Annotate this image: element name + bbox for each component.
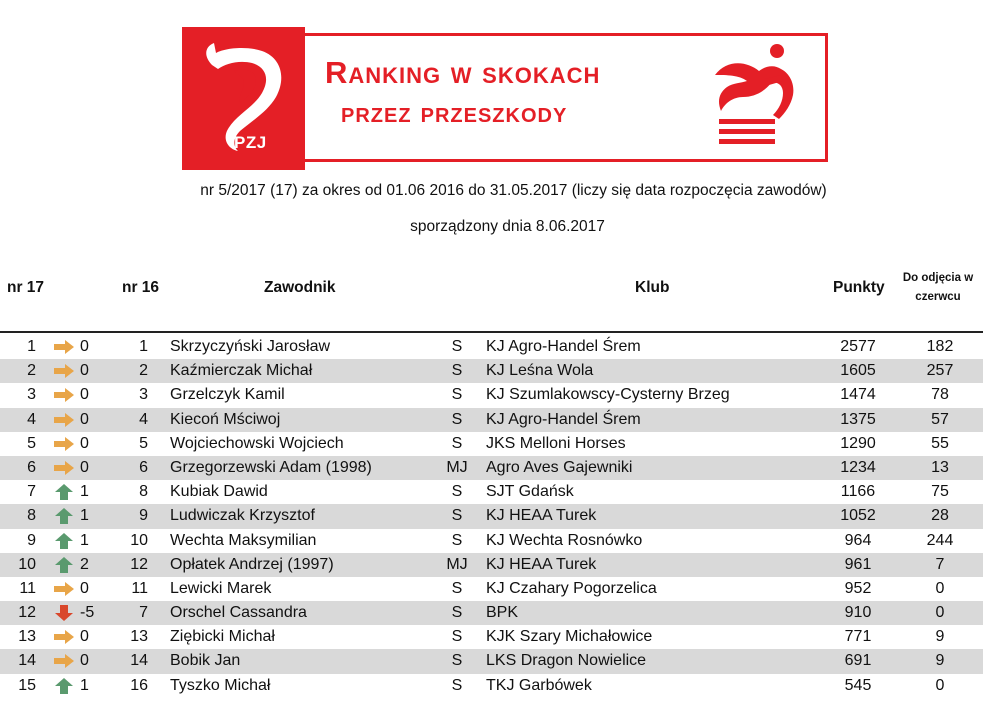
arrow-up-icon xyxy=(53,484,75,500)
table-row xyxy=(0,432,983,456)
arrow-right-icon xyxy=(53,629,75,645)
arrow-right-icon xyxy=(53,412,75,428)
change-cell: -5 xyxy=(80,604,95,622)
club-cell: KJ Leśna Wola xyxy=(486,362,594,380)
category-cell: MJ xyxy=(446,458,468,476)
club-cell: KJ HEAA Turek xyxy=(486,507,597,525)
arrow-right-icon xyxy=(53,387,75,403)
points-cell: 1474 xyxy=(840,386,876,404)
drop-cell: 182 xyxy=(926,338,954,355)
prev-rank-cell: 8 xyxy=(139,483,148,501)
header-points: Punkty xyxy=(833,279,885,296)
table-row xyxy=(0,601,983,625)
rider-name-cell: Orschel Cassandra xyxy=(170,604,307,622)
change-cell: 2 xyxy=(80,555,89,573)
rider-name-cell: Grzelczyk Kamil xyxy=(170,386,285,404)
points-cell: 1234 xyxy=(840,458,876,476)
ranking-table xyxy=(0,335,983,698)
points-cell: 1605 xyxy=(840,362,876,380)
prev-rank-cell: 4 xyxy=(139,410,148,428)
drop-cell: 244 xyxy=(926,531,954,549)
rank-cell: 12 xyxy=(18,604,36,622)
table-row xyxy=(0,529,983,553)
banner-title-line1: Ranking w skokach xyxy=(325,55,601,90)
rank-cell: 1 xyxy=(27,338,36,355)
club-cell: KJ Agro-Handel Śrem xyxy=(486,410,641,428)
table-row xyxy=(0,504,983,528)
club-cell: Agro Aves Gajewniki xyxy=(486,458,633,476)
club-cell: KJ Czahary Pogorzelica xyxy=(486,579,657,597)
category-cell: S xyxy=(451,386,463,404)
arrow-up-icon xyxy=(53,533,75,549)
rider-name-cell: Kubiak Dawid xyxy=(170,483,268,501)
points-cell: 1375 xyxy=(840,410,876,428)
arrow-right-icon xyxy=(53,460,75,476)
header-drop-line2: czerwcu xyxy=(915,291,961,303)
prev-rank-cell: 6 xyxy=(139,458,148,476)
rank-cell: 6 xyxy=(27,458,36,476)
ranking-period-line: nr 5/2017 (17) za okres od 01.06 2016 do 31.05.2017 (liczy się data rozpoczęcia zawodów) xyxy=(200,182,827,199)
points-cell: 952 xyxy=(844,579,872,597)
rider-name-cell: Wojciechowski Wojciech xyxy=(170,434,344,452)
category-cell: S xyxy=(451,676,463,694)
category-cell: S xyxy=(451,434,463,452)
drop-cell: 9 xyxy=(935,652,945,670)
category-cell: S xyxy=(451,652,463,670)
rank-cell: 15 xyxy=(18,676,36,694)
change-cell: 1 xyxy=(80,483,89,501)
category-cell: S xyxy=(451,507,463,525)
rider-name-cell: Wechta Maksymilian xyxy=(170,531,317,549)
club-cell: KJ Agro-Handel Śrem xyxy=(486,338,641,355)
change-cell: 1 xyxy=(80,676,89,694)
category-cell: S xyxy=(451,628,463,646)
prev-rank-cell: 12 xyxy=(130,555,148,573)
change-cell: 0 xyxy=(80,628,89,646)
club-cell: LKS Dragon Nowielice xyxy=(486,652,647,670)
category-cell: S xyxy=(451,338,463,355)
prev-rank-cell: 5 xyxy=(139,434,148,452)
change-cell: 0 xyxy=(80,434,89,452)
header-divider xyxy=(0,331,983,333)
table-row xyxy=(0,553,983,577)
prev-rank-cell: 14 xyxy=(130,652,148,670)
table-row xyxy=(0,335,983,359)
rider-name-cell: Opłatek Andrzej (1997) xyxy=(170,555,334,573)
change-cell: 0 xyxy=(80,410,89,428)
rank-cell: 9 xyxy=(27,531,36,549)
rider-name-cell: Skrzyczyński Jarosław xyxy=(170,338,331,355)
table-row xyxy=(0,383,983,407)
arrow-right-icon xyxy=(53,581,75,597)
rank-cell: 4 xyxy=(27,410,36,428)
drop-cell: 55 xyxy=(931,434,949,452)
change-cell: 0 xyxy=(80,338,89,355)
drop-cell: 78 xyxy=(931,386,949,404)
table-row xyxy=(0,408,983,432)
prev-rank-cell: 1 xyxy=(139,338,148,355)
header-rider: Zawodnik xyxy=(264,279,336,296)
drop-cell: 7 xyxy=(935,555,945,573)
rider-name-cell: Kiecoń Mściwoj xyxy=(170,410,281,428)
pzj-logo xyxy=(182,27,305,170)
club-cell: KJ Wechta Rosnówko xyxy=(486,531,643,549)
points-cell: 2577 xyxy=(840,338,876,355)
drop-cell: 13 xyxy=(931,458,949,476)
drop-cell: 28 xyxy=(931,507,949,525)
prev-rank-cell: 16 xyxy=(130,676,148,694)
rank-cell: 5 xyxy=(27,434,36,452)
ranking-date-line: sporządzony dnia 8.06.2017 xyxy=(410,218,605,235)
arrow-down-icon xyxy=(53,605,75,621)
drop-cell: 9 xyxy=(935,628,945,646)
points-cell: 964 xyxy=(844,531,872,549)
points-cell: 910 xyxy=(844,604,872,622)
table-row xyxy=(0,359,983,383)
rank-cell: 3 xyxy=(27,386,36,404)
category-cell: S xyxy=(451,483,463,501)
rank-cell: 14 xyxy=(18,652,36,670)
table-row xyxy=(0,674,983,698)
club-cell: KJK Szary Michałowice xyxy=(486,628,653,646)
rider-name-cell: Grzegorzewski Adam (1998) xyxy=(170,458,372,476)
arrow-right-icon xyxy=(53,653,75,669)
arrow-up-icon xyxy=(53,557,75,573)
arrow-right-icon xyxy=(53,363,75,379)
table-row xyxy=(0,456,983,480)
show-jumping-horse-icon xyxy=(707,39,807,151)
rank-cell: 2 xyxy=(27,362,36,380)
category-cell: S xyxy=(451,362,463,380)
drop-cell: 0 xyxy=(935,676,945,694)
prev-rank-cell: 13 xyxy=(130,628,148,646)
arrow-up-icon xyxy=(53,508,75,524)
table-row xyxy=(0,480,983,504)
arrow-up-icon xyxy=(53,678,75,694)
category-cell: S xyxy=(451,604,463,622)
prev-rank-cell: 9 xyxy=(139,507,148,525)
prev-rank-cell: 10 xyxy=(130,531,148,549)
change-cell: 0 xyxy=(80,579,89,597)
points-cell: 545 xyxy=(844,676,872,694)
header-drop xyxy=(898,269,978,307)
arrow-right-icon xyxy=(53,339,75,355)
rank-cell: 13 xyxy=(18,628,36,646)
change-cell: 1 xyxy=(80,507,89,525)
club-cell: KJ Szumlakowscy-Cysterny Brzeg xyxy=(486,386,730,404)
drop-cell: 0 xyxy=(935,604,945,622)
prev-rank-cell: 3 xyxy=(139,386,148,404)
points-cell: 1166 xyxy=(840,483,876,501)
points-cell: 771 xyxy=(844,628,872,646)
rank-cell: 10 xyxy=(18,555,36,573)
rider-name-cell: Bobik Jan xyxy=(170,652,241,670)
prev-rank-cell: 2 xyxy=(139,362,148,380)
rider-name-cell: Ludwiczak Krzysztof xyxy=(170,507,315,525)
logo-text: PZJ xyxy=(234,133,267,152)
points-cell: 961 xyxy=(844,555,872,573)
rank-cell: 8 xyxy=(27,507,36,525)
header-drop-line1: Do odjęcia w xyxy=(902,272,974,284)
club-cell: BPK xyxy=(486,604,519,622)
header-rank: nr 17 xyxy=(7,279,45,296)
header-club: Klub xyxy=(635,279,670,296)
ranking-banner xyxy=(182,27,830,170)
drop-cell: 257 xyxy=(926,362,954,380)
drop-cell: 0 xyxy=(935,579,945,597)
change-cell: 0 xyxy=(80,362,89,380)
table-row xyxy=(0,649,983,673)
drop-cell: 75 xyxy=(931,483,949,501)
category-cell: MJ xyxy=(446,555,468,573)
points-cell: 691 xyxy=(844,652,872,670)
category-cell: S xyxy=(451,579,463,597)
club-cell: TKJ Garbówek xyxy=(486,676,592,694)
drop-cell: 57 xyxy=(931,410,949,428)
club-cell: SJT Gdańsk xyxy=(486,483,574,501)
rider-name-cell: Kaźmierczak Michał xyxy=(170,362,313,380)
category-cell: S xyxy=(451,531,463,549)
change-cell: 0 xyxy=(80,652,89,670)
rider-name-cell: Tyszko Michał xyxy=(170,676,271,694)
rider-name-cell: Lewicki Marek xyxy=(170,579,272,597)
prev-rank-cell: 11 xyxy=(131,579,148,597)
banner-title-line2: przez przeszkody xyxy=(341,97,568,129)
change-cell: 0 xyxy=(80,386,89,404)
rider-name-cell: Ziębicki Michał xyxy=(170,628,275,646)
header-prev-rank: nr 16 xyxy=(122,279,160,296)
category-cell: S xyxy=(451,410,463,428)
table-row xyxy=(0,625,983,649)
arrow-right-icon xyxy=(53,436,75,452)
rank-cell: 11 xyxy=(19,579,36,597)
points-cell: 1052 xyxy=(840,507,876,525)
club-cell: JKS Melloni Horses xyxy=(486,434,626,452)
change-cell: 0 xyxy=(80,458,89,476)
table-row xyxy=(0,577,983,601)
points-cell: 1290 xyxy=(840,434,876,452)
club-cell: KJ HEAA Turek xyxy=(486,555,597,573)
prev-rank-cell: 7 xyxy=(139,604,148,622)
change-cell: 1 xyxy=(80,531,89,549)
rank-cell: 7 xyxy=(27,483,36,501)
